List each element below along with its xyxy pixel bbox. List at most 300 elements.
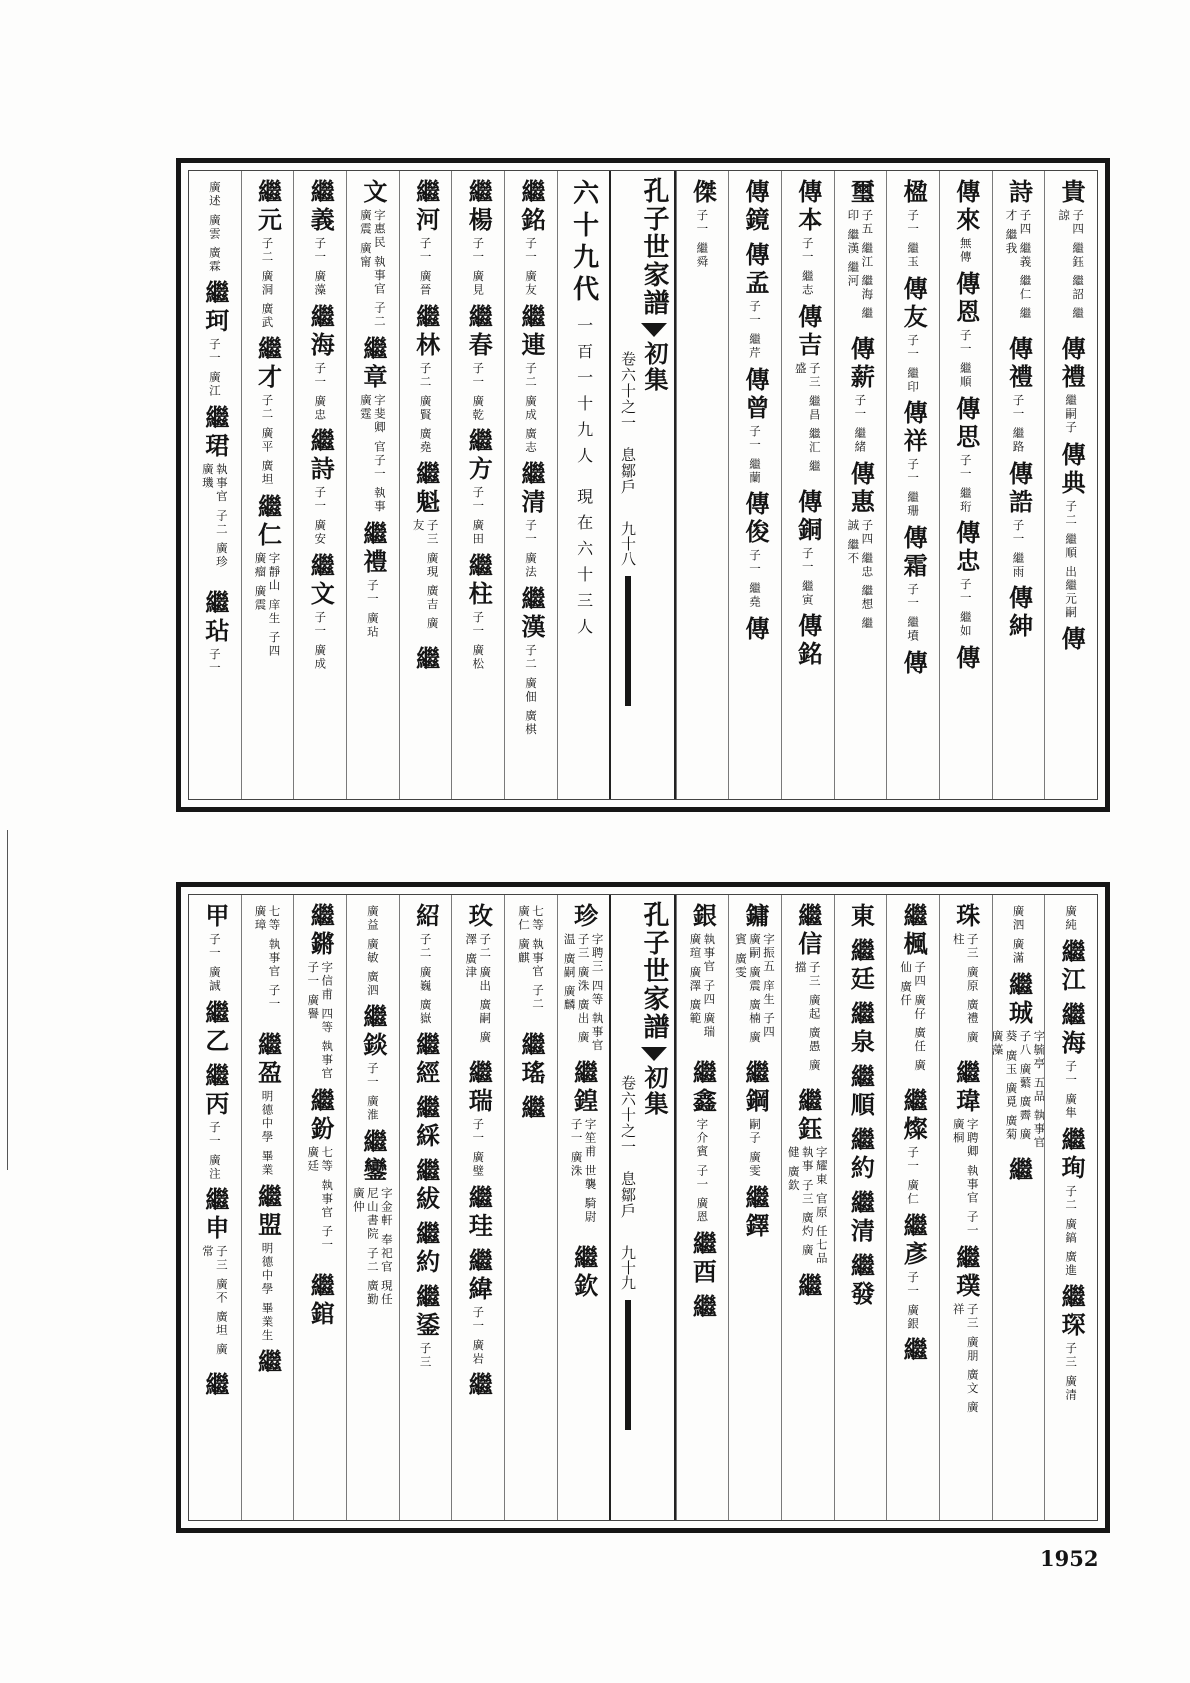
genealogy-entry (1004, 460, 1034, 579)
genealogy-entry (411, 1032, 441, 1089)
person-name: 傳禮 (1004, 336, 1034, 392)
entry-note: 子三 廣起 廣愚 廣擋 (793, 961, 822, 1073)
person-name: 繼珣 (1057, 1126, 1087, 1183)
genealogy-entry (951, 644, 981, 673)
text-column (992, 171, 1045, 799)
text-column (241, 895, 294, 1520)
genealogy-entry (846, 1253, 876, 1309)
genealogy-entry (846, 179, 874, 329)
person-name: 繼珂 (200, 280, 230, 337)
entry-note: 子二 廣鎬 廣進 (1064, 1184, 1079, 1277)
genealogy-entry (1057, 179, 1085, 329)
entry-note: 子一 廣見 (471, 237, 486, 297)
person-name: 繼彥 (899, 1212, 929, 1269)
entry-note: 廣純 (1064, 905, 1079, 932)
genealogy-entry (516, 1095, 546, 1123)
genealogy-entry (464, 428, 494, 546)
person-name: 繼丙 (200, 1062, 230, 1119)
entry-note: 子一 廣乾 (471, 361, 486, 422)
person-name: 傳禮 (1057, 336, 1087, 392)
entry-note: 子一 廣忠 (313, 361, 328, 422)
collection-label: 初集 (639, 1065, 669, 1117)
genealogy-entry (688, 1060, 718, 1224)
entry-note: 子一 繼路 (1011, 394, 1026, 454)
entry-note: 子一 廣岩 (471, 1305, 486, 1366)
entry-note: 子一 廣晉 (418, 237, 433, 297)
person-name: 繼 (411, 645, 441, 674)
person-name: 繼欽 (569, 1245, 599, 1301)
person-name: 繼瑞 (464, 1060, 494, 1116)
text-column (992, 895, 1045, 1520)
entry-note: 子四 廣仔 廣任 廣仙 廣仟 (899, 961, 928, 1073)
person-name: 繼柱 (464, 552, 494, 609)
entry-note: 繼嗣子 (1064, 394, 1079, 435)
genealogy-entry (201, 1187, 229, 1365)
person-name: 珍 (569, 903, 599, 931)
person-name: 傳惠 (846, 460, 876, 517)
entry-note: 執事官 子二 廣珍 廣璣 (200, 462, 229, 569)
text-column (504, 171, 557, 799)
genealogy-entry (1004, 336, 1034, 454)
entry-note: 子一 廣法 (523, 518, 538, 579)
genealogy-entry (464, 552, 494, 671)
person-name: 繼文 (306, 552, 336, 609)
genealogy-entry (1057, 441, 1087, 619)
person-name: 繼 (200, 1372, 230, 1401)
genealogy-entry (688, 1293, 718, 1322)
entry-note: 廣益 廣敏 廣泗 (365, 905, 380, 998)
genealogy-entry (951, 271, 981, 389)
genealogy-entry (516, 1032, 546, 1088)
person-name: 璽 (846, 179, 876, 207)
genealogy-entry (1004, 1156, 1034, 1185)
genealogy-entry (517, 903, 545, 1025)
person-name: 繼瑋 (951, 1060, 981, 1116)
genealogy-entry (464, 179, 494, 297)
person-name: 繼乙 (200, 999, 230, 1056)
genealogy-entry (358, 521, 388, 639)
person-name: 傳友 (899, 275, 929, 332)
person-name: 繼玷 (200, 589, 230, 646)
fishtail-bar (625, 1300, 631, 1430)
entry-note: 子一 廣注 (207, 1120, 222, 1181)
genealogy-entry (952, 1060, 980, 1238)
genealogy-entry (1064, 903, 1078, 932)
entry-note: 子一 繼堯 (748, 549, 763, 609)
entry-note: 字振五 庠生 子四 廣嗣 廣震 廣楠 廣賓 廣雯 (734, 933, 777, 1045)
person-name: 繼春 (464, 303, 494, 360)
person-name: 繼義 (306, 179, 336, 235)
page-text-area (188, 170, 1098, 800)
running-head-spine (609, 171, 675, 799)
person-name: 鏞 (741, 903, 771, 931)
text-column (504, 895, 557, 1520)
text-column (189, 171, 241, 799)
genealogy-entry (411, 303, 441, 454)
text-column (676, 895, 729, 1520)
genealogy-entry (899, 1337, 929, 1366)
text-column (399, 895, 452, 1520)
genealogy-entry (846, 903, 876, 931)
genealogy-entry (793, 613, 823, 670)
entry-note: 子一 繼珊 (906, 458, 921, 518)
genealogy-entry (411, 1284, 441, 1370)
genealogy-entry (464, 1247, 494, 1366)
person-name: 傳俊 (741, 491, 771, 548)
running-head-side (618, 901, 639, 1520)
text-column (939, 171, 992, 799)
person-name: 繼琛 (1057, 1283, 1087, 1340)
entry-note: 子一 繼芹 (748, 300, 763, 360)
entry-note: 子一 廣藻 (313, 237, 328, 297)
genealogy-entry (306, 1088, 334, 1266)
person-name: 傳鏡 (741, 179, 771, 235)
entry-note: 七等 執事官 子一 廣璋 (253, 905, 282, 1011)
genealogy-page-top (176, 158, 1110, 812)
entry-note: 子一 廣玷 (365, 579, 380, 639)
person-name: 繼仁 (253, 493, 283, 550)
text-column (728, 171, 781, 799)
entry-note: 七等 執事官 子二 廣仁 廣麒 (516, 905, 545, 1011)
genealogy-entry (899, 179, 929, 269)
entry-note: 子一 繼如 (958, 578, 973, 638)
text-column (834, 895, 887, 1520)
genealogy-entry (794, 304, 822, 482)
genealogy-entry (411, 903, 441, 1026)
person-name: 繼珪 (464, 1184, 494, 1241)
person-name: 繼約 (411, 1221, 441, 1278)
entry-note: 子二 繼順 出繼元嗣 (1064, 499, 1079, 619)
genealogy-entry (200, 589, 230, 675)
person-name: 傳本 (793, 179, 823, 235)
entry-note: 子三 廣清 (1064, 1341, 1079, 1402)
text-column (557, 895, 610, 1520)
genealogy-entry (990, 972, 1046, 1150)
person-name: 繼詩 (306, 428, 336, 485)
genealogy-entry (688, 1230, 718, 1287)
person-name: 傳 (899, 649, 929, 678)
text-column (399, 171, 452, 799)
genealogy-entry (899, 1088, 929, 1206)
person-name: 繼魁 (411, 460, 441, 517)
person-name: 繼紱 (411, 1158, 441, 1215)
entry-note: 子一 廣成 (313, 610, 328, 671)
genealogy-entry (254, 494, 282, 672)
genealogy-entry (787, 1088, 829, 1266)
person-name: 傳 (1057, 625, 1087, 654)
entry-note: 子一 繼緒 (853, 394, 868, 454)
person-name: 繼信 (793, 903, 823, 959)
genealogy-entry (1057, 1002, 1087, 1120)
entry-note: 子一 廣江 (207, 338, 222, 398)
genealogy-entry (741, 366, 771, 485)
text-column (834, 171, 887, 799)
person-name: 繼章 (358, 336, 388, 392)
entry-note: 子一 廣銀 (906, 1270, 921, 1331)
person-name: 繼江 (1057, 939, 1087, 995)
entry-note: 子一 繼舜 (695, 209, 710, 269)
person-name: 繼泉 (846, 1001, 876, 1057)
entry-note: 字惠民 執事官 子二 廣震 廣甯 (358, 209, 387, 329)
person-name: 詩 (1004, 179, 1034, 207)
book-title: 孔子世家譜 (638, 901, 669, 1041)
genealogy-entry (516, 179, 546, 297)
entry-note: 子一 廣友 (523, 237, 538, 297)
person-name: 繼鑫 (688, 1060, 718, 1116)
genealogy-entry (358, 1004, 388, 1122)
person-name: 傳銅 (793, 488, 823, 545)
genealogy-entry (1057, 1283, 1087, 1402)
genealogy-entry (1057, 336, 1087, 435)
entry-note: 子一 廣璧 (471, 1118, 486, 1178)
genealogy-entry (464, 1372, 494, 1401)
genealogy-entry (899, 1212, 929, 1331)
running-head-main (638, 177, 669, 799)
genealogy-entry (200, 903, 230, 993)
person-name: 六十九代 (568, 179, 599, 307)
genealogy-entry (464, 1060, 494, 1178)
person-name: 傳銘 (793, 613, 823, 670)
person-name: 銀 (688, 903, 718, 931)
person-name: 繼 (688, 1293, 718, 1322)
entry-note: 子一 繼寅 (800, 546, 815, 607)
entry-note: 子一 繼志 (800, 237, 815, 297)
genealogy-entry (411, 1095, 441, 1152)
running-head-side (618, 177, 639, 799)
genealogy-entry (253, 1183, 283, 1342)
person-name: 繼經 (411, 1032, 441, 1089)
person-name: 繼盟 (253, 1183, 283, 1240)
person-name: 繼林 (411, 303, 441, 360)
text-column (886, 895, 939, 1520)
genealogy-entry (200, 280, 230, 398)
page-text-area (188, 894, 1098, 1521)
entry-note: 子四 繼鈺 繼詔 繼諒 (1057, 209, 1086, 321)
person-name: 文 (358, 179, 388, 207)
entry-note: 字信甫 四等 執事官 子一 廣譽 (306, 961, 335, 1081)
text-column (728, 895, 781, 1520)
entry-note: 子二 廣巍 廣嶽 (418, 933, 433, 1026)
person-name: 傳恩 (951, 271, 981, 327)
genealogy-entry (846, 1001, 876, 1057)
book-title: 孔子世家譜 (638, 177, 669, 317)
person-name: 繼鈺 (793, 1088, 823, 1144)
person-name: 楹 (899, 179, 929, 207)
leaf-number: 九十九 (618, 1245, 637, 1290)
entry-note: 子四 繼義 繼仁 繼才 繼我 (1004, 209, 1033, 321)
entry-note: 字毓亭 五品 執事官 子八 廣蘩 廣霽 廣葵 廣玉 廣覓 廣菊 廣藻 (990, 1029, 1047, 1149)
genealogy-entry (793, 179, 823, 297)
fishtail-mark (641, 323, 667, 337)
person-name: 東 (846, 903, 876, 931)
entry-note: 字斐卿 官子一 執事 廣霆 (358, 394, 387, 514)
entry-note: 子一 廣安 (313, 486, 328, 546)
genealogy-entry (741, 615, 771, 644)
leaf-number: 九十八 (618, 521, 637, 566)
person-name: 繼錟 (358, 1004, 388, 1061)
entry-note: 子二 廣出 廣嗣 廣澤 廣津 (464, 933, 493, 1045)
genealogy-entry (200, 1062, 230, 1181)
entry-note: 明德中學 畢業 (260, 1090, 275, 1177)
person-name: 繼鐸 (741, 1184, 771, 1241)
person-name: 繼珺 (200, 404, 230, 461)
genealogy-entry (464, 1184, 494, 1241)
genealogy-entry (1057, 939, 1087, 995)
person-name: 傳紳 (1004, 585, 1034, 642)
genealogy-entry (569, 1245, 599, 1301)
person-name: 繼錧 (306, 1273, 336, 1329)
entry-note: 子三 繼昌 繼汇 繼盛 (793, 361, 822, 474)
genealogy-entry (899, 400, 929, 518)
person-name: 繼燦 (899, 1088, 929, 1144)
genealogy-entry (899, 903, 927, 1081)
text-column (346, 171, 399, 799)
genealogy-entry (793, 1273, 823, 1301)
genealogy-entry (741, 1184, 771, 1241)
genealogy-entry (794, 903, 822, 1081)
genealogy-entry (846, 461, 874, 639)
person-name: 繼楓 (899, 903, 929, 959)
text-column (781, 171, 834, 799)
entry-note: 執事官 子四 廣瑞 廣瑄 廣澤 廣範 (688, 933, 717, 1039)
genealogy-entry (846, 1190, 876, 1246)
entry-note: 字介賓 子一 廣恩 (695, 1118, 710, 1224)
person-name: 傳來 (951, 179, 981, 235)
person-name: 玫 (464, 903, 494, 931)
genealogy-entry (899, 649, 929, 678)
person-name: 繼廷 (846, 938, 876, 994)
entry-note: 廣泗 廣滿 (1011, 905, 1026, 965)
genealogy-entry (253, 1348, 283, 1377)
genealogy-entry (846, 336, 876, 454)
entry-note: 子三 廣朋 廣文 廣祥 (951, 1303, 980, 1415)
book-page-number: 1952 (1040, 1546, 1099, 1571)
entry-note: 子五 繼江 繼海 繼印 繼漢 繼河 (846, 209, 875, 321)
person-name: 傳曾 (741, 366, 771, 423)
running-head-spine (609, 895, 675, 1520)
person-name: 繼申 (200, 1187, 230, 1244)
genealogy-entry (951, 179, 981, 264)
person-name: 傳 (741, 615, 771, 644)
genealogy-entry (208, 179, 222, 273)
genealogy-entry (951, 520, 981, 638)
genealogy-entry (734, 903, 776, 1053)
genealogy-entry (899, 524, 929, 643)
person-name: 繼元 (253, 179, 283, 235)
entry-note: 嗣子 廣雯 (748, 1118, 763, 1178)
entry-note: 子一 廣田 (471, 486, 486, 546)
person-name: 繼漢 (516, 585, 546, 642)
text-column (293, 895, 346, 1520)
scan-edge-line (7, 830, 8, 1170)
entry-note: 子一 廣誠 (207, 933, 222, 993)
genealogy-entry (464, 303, 494, 422)
genealogy-entry (253, 1032, 283, 1177)
person-name: 繼清 (846, 1190, 876, 1246)
genealogy-entry (306, 903, 334, 1081)
person-name: 繼緯 (464, 1247, 494, 1304)
person-name: 甲 (200, 903, 230, 931)
person-name: 繼 (1004, 1156, 1034, 1185)
genealogy-entry (306, 179, 336, 297)
person-name: 繼楊 (464, 179, 494, 235)
entry-note: 明德中學 畢業生 (260, 1241, 275, 1342)
genealogy-entry (411, 1221, 441, 1278)
text-column (241, 171, 294, 799)
text-column (676, 171, 729, 799)
text-column (346, 895, 399, 1520)
genealogy-entry (1057, 1126, 1087, 1277)
genealogy-entry (366, 903, 380, 997)
person-name: 傳忠 (951, 520, 981, 577)
person-name: 繼 (253, 1348, 283, 1377)
entry-note: 子一 廣隼 (1064, 1060, 1079, 1120)
generation-heading (568, 179, 599, 645)
entry-note: 子一 繼雨 (1011, 518, 1026, 579)
genealogy-entry (464, 903, 492, 1053)
person-name: 傳 (951, 644, 981, 673)
person-name: 繼瑤 (516, 1032, 546, 1088)
genealogy-entry (254, 903, 282, 1025)
genealogy-entry (411, 179, 441, 297)
genealogy-entry (200, 999, 230, 1056)
genealogy-entry (952, 1245, 980, 1423)
person-name: 繼鋼 (741, 1060, 771, 1116)
genealogy-entry (516, 585, 546, 736)
entry-note: 子一 廣淮 (365, 1062, 380, 1122)
person-name: 紹 (411, 903, 441, 931)
person-name: 繼發 (846, 1253, 876, 1309)
person-name: 傳祥 (899, 400, 929, 457)
entry-note: 子一 繼蘭 (748, 424, 763, 485)
person-name: 繼綵 (411, 1095, 441, 1152)
entry-note: 子一 廣仁 (906, 1146, 921, 1206)
person-name: 傳思 (951, 395, 981, 452)
genealogy-entry (1004, 585, 1034, 642)
genealogy-entry (253, 336, 283, 487)
text-column (939, 895, 992, 1520)
text-column (293, 171, 346, 799)
genealogy-entry (563, 903, 605, 1053)
genealogy-entry (846, 1127, 876, 1183)
genealogy-entry (352, 1129, 394, 1307)
genealogy-entry (688, 903, 716, 1053)
person-name: 繼鍠 (569, 1060, 599, 1116)
person-name: 傳吉 (793, 303, 823, 360)
genealogy-entry (1011, 903, 1025, 965)
person-name: 傳霜 (899, 524, 929, 581)
person-name: 繼鋈 (411, 1284, 441, 1341)
entry-note: 子三 (418, 1342, 433, 1370)
entry-note: 子一 繼順 (958, 329, 973, 389)
person-name: 繼 (516, 1095, 546, 1123)
fishtail-bar (625, 576, 631, 706)
person-name: 繼海 (1057, 1002, 1087, 1058)
genealogy-entry (741, 1060, 771, 1178)
person-name: 繼鈖 (306, 1088, 336, 1144)
entry-note: 子二 廣賢 廣堯 (418, 361, 433, 454)
genealogy-entry (306, 303, 336, 422)
person-name: 繼璞 (951, 1245, 981, 1301)
entry-note: 字笙甫 世襲 騎尉 子一 廣洙 (569, 1118, 598, 1224)
collection-label: 初集 (639, 341, 669, 393)
person-name: 傳誥 (1004, 460, 1034, 517)
genealogy-entry (793, 488, 823, 607)
text-column (1044, 895, 1097, 1520)
entry-note: 子三 廣原 廣禮 廣柱 (951, 933, 980, 1045)
genealogy-entry (359, 336, 387, 514)
genealogy-entry (200, 1372, 230, 1401)
